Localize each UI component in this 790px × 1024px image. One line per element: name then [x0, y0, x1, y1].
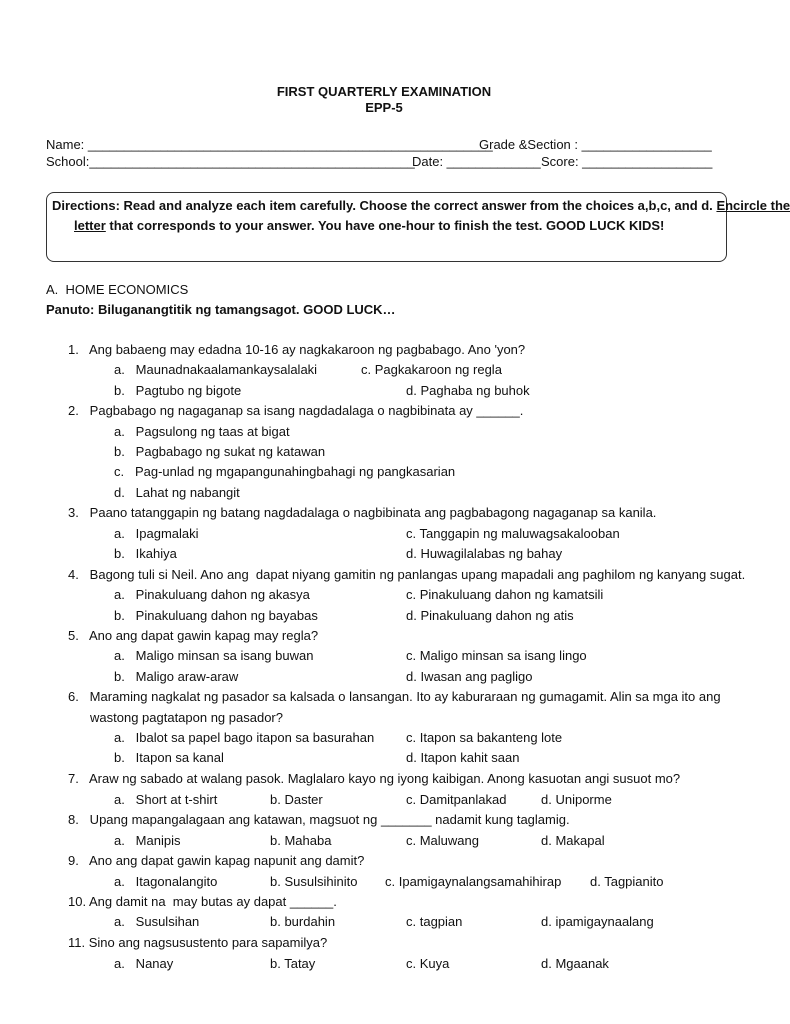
name-field: Name: ________________________________________________________ — [46, 137, 493, 152]
q6-choice-a: a. Ibalot sa papel bago itapon sa basurahan — [114, 730, 375, 745]
directions-line-1 — [52, 198, 790, 213]
question-2: 2. Pagbabago ng nagaganap sa isang nagdadalaga o nagbibinata ay ______. — [68, 403, 524, 418]
question-5: 5. Ano ang dapat gawin kapag may regla? — [68, 628, 319, 643]
q9-choice-d: d. Tagpianito — [590, 874, 664, 889]
exam-subject: EPP-5 — [365, 100, 403, 115]
q9-choice-c: c. Ipamigaynalangsamahihirap — [385, 874, 562, 889]
q9-choice-a: a. Itagonalangito — [114, 874, 218, 889]
directions-letter: letter — [74, 218, 106, 233]
question-10: 10. Ang damit na may butas ay dapat ______. — [68, 894, 337, 909]
grade-section-field: Grade &Section : __________________ — [479, 137, 712, 152]
q2-choice-a: a. Pagsulong ng taas at bigat — [114, 424, 290, 439]
q3-choice-b: b. Ikahiya — [114, 546, 177, 561]
q3-choice-d: d. Huwagilalabas ng bahay — [406, 546, 563, 561]
q2-choice-b: b. Pagbabago ng sukat ng katawan — [114, 444, 326, 459]
question-11: 11. Sino ang nagsusustento para sapamilya? — [68, 935, 328, 950]
exam-title: FIRST QUARTERLY EXAMINATION — [276, 84, 492, 99]
q1-choice-d: d. Paghaba ng buhok — [406, 383, 530, 398]
q11-choice-a: a. Nanay — [114, 956, 174, 971]
q10-choice-b: b. burdahin — [270, 914, 336, 929]
q7-choice-a: a. Short at t-shirt — [114, 792, 218, 807]
q5-choice-a: a. Maligo minsan sa isang buwan — [114, 648, 314, 663]
q4-choice-c: c. Pinakuluang dahon ng kamatsili — [406, 587, 604, 602]
directions-text-2: that corresponds to your answer. You have one-hour to finish the test. GOOD LUCK KIDS! — [109, 218, 665, 233]
q8-choice-c: c. Maluwang — [406, 833, 479, 848]
q11-choice-b: b. Tatay — [270, 956, 316, 971]
q9-choice-b: b. Susulsihinito — [270, 874, 358, 889]
q8-choice-a: a. Manipis — [114, 833, 181, 848]
q1-choice-b: b. Pagtubo ng bigote — [114, 383, 242, 398]
q1-choice-c: c. Pagkakaroon ng regla — [361, 362, 502, 377]
q3-choice-a: a. Ipagmalaki — [114, 526, 199, 541]
q7-choice-c: c. Damitpanlakad — [406, 792, 507, 807]
q10-choice-c: c. tagpian — [406, 914, 463, 929]
q6-choice-b: b. Itapon sa kanal — [114, 750, 224, 765]
date-field: Date: _____________ — [412, 154, 541, 169]
directions-text: Directions: Read and analyze each item carefully. Choose the correct answer from the choices a,b,c, and d. — [52, 198, 713, 213]
directions-line-2 — [74, 218, 664, 233]
school-field: School:_____________________________________________ — [46, 154, 415, 169]
q4-choice-a: a. Pinakuluang dahon ng akasya — [114, 587, 310, 602]
q6-choice-d: d. Itapon kahit saan — [406, 750, 520, 765]
question-6: 6. Maraming nagkalat ng pasador sa kalsada o lansangan. Ito ay kaburaraan ng gumagamit. Alin sa mga ito ang — [68, 689, 721, 704]
question-9: 9. Ano ang dapat gawin kapag napunit ang damit? — [68, 853, 365, 868]
panuto: Panuto: Biluganangtitik ng tamangsagot. GOOD LUCK… — [46, 302, 396, 317]
q11-choice-d: d. Mgaanak — [541, 956, 609, 971]
question-8: 8. Upang mapangalagaan ang katawan, magsuot ng _______ nadamit kung taglamig. — [68, 812, 570, 827]
q6-choice-c: c. Itapon sa bakanteng lote — [406, 730, 563, 745]
q10-choice-a: a. Susulsihan — [114, 914, 200, 929]
q8-choice-d: d. Makapal — [541, 833, 605, 848]
q10-choice-d: d. ipamigaynaalang — [541, 914, 654, 929]
q11-choice-c: c. Kuya — [406, 956, 450, 971]
q8-choice-b: b. Mahaba — [270, 833, 332, 848]
directions-encircle: Encircle the — [716, 198, 790, 213]
q5-choice-d: d. Iwasan ang pagligo — [406, 669, 533, 684]
question-4: 4. Bagong tuli si Neil. Ano ang dapat niyang gamitin ng panlangas upang mapadali ang paghilom ng kanyang sugat. — [68, 567, 746, 582]
q2-choice-d: d. Lahat ng nabangit — [114, 485, 240, 500]
q7-choice-d: d. Uniporme — [541, 792, 612, 807]
question-1: 1. Ang babaeng may edadna 10-16 ay nagkakaroon ng pagbabago. Ano 'yon? — [68, 342, 526, 357]
question-3: 3. Paano tatanggapin ng batang nagdadalaga o nagbibinata ang pagbabagong nagaganap sa kanila. — [68, 505, 657, 520]
score-field: Score: __________________ — [541, 154, 713, 169]
question-7: 7. Araw ng sabado at walang pasok. Maglalaro kayo ng iyong kaibigan. Anong kasuotan angi susuot mo? — [68, 771, 681, 786]
q2-choice-c: c. Pag-unlad ng mgapangunahingbahagi ng pangkasarian — [114, 464, 456, 479]
q3-choice-c: c. Tanggapin ng maluwagsakalooban — [406, 526, 620, 541]
q4-choice-d: d. Pinakuluang dahon ng atis — [406, 608, 574, 623]
q7-choice-b: b. Daster — [270, 792, 323, 807]
section-title: A. HOME ECONOMICS — [46, 282, 189, 297]
q1-choice-a: a. Maunadnakaalamankaysalalaki — [114, 362, 318, 377]
q4-choice-b: b. Pinakuluang dahon ng bayabas — [114, 608, 318, 623]
q5-choice-b: b. Maligo araw-araw — [114, 669, 239, 684]
q5-choice-c: c. Maligo minsan sa isang lingo — [406, 648, 587, 663]
question-6-cont: wastong pagtatapon ng pasador? — [90, 710, 283, 725]
